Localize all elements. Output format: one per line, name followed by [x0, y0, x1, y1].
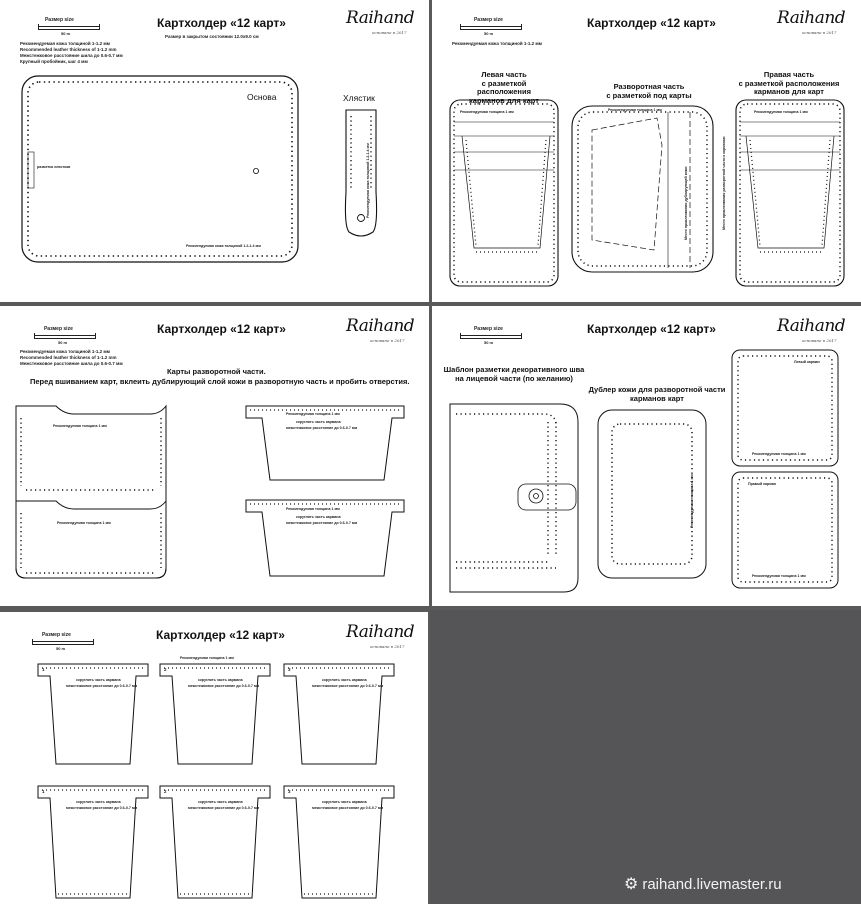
pocket-note: межстежковое расстояние до 0.6-0.7 мм — [312, 684, 384, 688]
thickness-note: Рекомендуемая толщина 1 мм — [754, 110, 808, 114]
pattern-drawing — [432, 306, 861, 606]
pocket-note: межстежковое расстояние до 0.6-0.7 мм — [312, 806, 384, 810]
pocket-note: межстежковое расстояние до 0.6-0.7 мм — [66, 806, 138, 810]
page-title: Картхолдер «12 карт» — [156, 628, 285, 642]
button-icon — [529, 489, 543, 503]
button-hole-icon — [253, 168, 258, 173]
pocket-number: 2 — [164, 789, 167, 794]
logo: Raihand — [346, 316, 415, 336]
piece-label-osnova: Основа — [247, 92, 277, 102]
center-part-label: Разворотная часть с разметкой под карты — [606, 82, 692, 100]
pattern-drawing — [0, 612, 428, 904]
size-label: Размер size — [45, 17, 74, 23]
pocket-number: 3 — [288, 789, 291, 794]
thickness-note: Рекомендуемая толщина 1 мм — [180, 656, 234, 660]
center-vertical-note: Место приклеивания дублирующей кожи — [684, 166, 688, 240]
thickness-note: Рекомендуемая толщина 1 мм — [752, 452, 806, 456]
pocket-note: скруглить часть кармана — [76, 678, 121, 682]
pocket-note: межстежковое расстояние до 0.6-0.7 мм — [286, 521, 358, 525]
note-line: Межстежковое расстояние шила до 0.6-0.7 мм — [20, 361, 123, 366]
pattern-sheet-3 — [0, 306, 429, 606]
thickness-note: Рекомендуемая толщина 1 мм — [608, 108, 662, 112]
pocket-note: межстежковое расстояние до 0.6-0.7 мм — [286, 426, 358, 430]
size-value: 50 m — [484, 340, 494, 345]
logo-subtitle: основано в 2017 — [370, 644, 405, 649]
size-label: Размер size — [44, 326, 73, 332]
size-value: 50 m — [58, 340, 68, 345]
pocket-note: скруглить часть кармана — [322, 800, 367, 804]
size-label: Размер size — [474, 17, 503, 23]
left-part-label: Левая часть с разметкой расположения карманов для карт — [469, 70, 539, 105]
pocket-note: скруглить часть кармана — [296, 420, 341, 424]
right-vertical-note: Место приклеивания разворотной части к карманам — [722, 136, 726, 230]
section-subheading: Перед вшиванием карт, вклеить дублирующий слой кожи в разворотную часть и пробить отверстия. — [30, 377, 410, 386]
section-heading: Карты разворотной части. — [167, 367, 266, 376]
page-title: Картхолдер «12 карт» — [157, 16, 286, 30]
pocket-number: 2 — [164, 667, 167, 672]
logo: Raihand — [346, 622, 415, 642]
decor-template-label: Шаблон разметки декоративного шва на лицевой части (по желанию) — [443, 365, 585, 383]
thickness-note: Рекомендуемая толщина 1 мм — [286, 412, 340, 416]
site-url: raihand.livemaster.ru — [642, 876, 782, 893]
pattern-drawing — [0, 0, 429, 302]
pocket-note: скруглить часть кармана — [296, 515, 341, 519]
size-value: 50 m — [56, 646, 66, 651]
strap-piece — [345, 110, 376, 236]
left-pocket-label: Левый карман — [794, 360, 820, 364]
note-line: Recommended leather thickness of 1-1.2 mm — [20, 47, 117, 52]
doubler-label: Дублер кожи для разворотной части карманов карт — [588, 385, 726, 403]
pocket-note: межстежковое расстояние до 0.6-0.7 мм — [188, 806, 260, 810]
page-title: Картхолдер «12 карт» — [587, 322, 716, 336]
strap-mark-label: разметка хлястика — [37, 165, 71, 169]
pattern-sheet-5 — [0, 612, 428, 904]
strap-mark — [28, 152, 34, 188]
logo-subtitle: основано в 2017 — [370, 338, 405, 343]
pocket-note: скруглить часть кармана — [76, 800, 121, 804]
thickness-note: Рекомендуемая толщина 1 мм — [286, 507, 340, 511]
logo-subtitle: основано в 2017 — [802, 30, 837, 35]
pattern-sheet-1 — [0, 0, 429, 302]
size-value: 50 m — [484, 31, 494, 36]
logo: Raihand — [346, 8, 415, 28]
page-title: Картхолдер «12 карт» — [587, 16, 716, 30]
note-line: Рекомендуемая кожа толщиной 1-1.2 мм — [20, 41, 111, 46]
pocket-number: 1 — [42, 789, 45, 794]
size-label: Размер size — [42, 632, 71, 638]
pocket-note: межстежковое расстояние до 0.6-0.7 мм — [66, 684, 138, 688]
site-watermark[interactable] — [624, 874, 782, 894]
pattern-drawing — [432, 0, 861, 302]
thickness-note: Рекомендуемая толщина 1 мм — [752, 574, 806, 578]
pocket-number: 3 — [288, 667, 291, 672]
thickness-note: Рекомендуемая толщина 1 мм — [690, 474, 694, 528]
right-part-label: Правая часть с разметкой расположения карманов для карт — [738, 70, 840, 96]
pocket-note: скруглить часть кармана — [198, 678, 243, 682]
logo-subtitle: основано в 2017 — [372, 30, 407, 35]
pocket-number: 1 — [42, 667, 45, 672]
page-subtitle: Размер в закрытом состоянии 12.0x9.0 см — [165, 34, 259, 39]
thickness-note: Рекомендуемая толщина 1 мм — [53, 424, 107, 428]
strap-note: Рекомендуемая кожа толщиной 1.2-1.4 мм — [366, 143, 370, 218]
note-line: Рекомендуемая кожа толщиной 1-1.2 мм — [452, 41, 543, 46]
pattern-drawing — [0, 306, 429, 606]
strap-hole-icon — [358, 215, 365, 222]
pattern-sheet-2 — [432, 0, 861, 302]
piece-label-hlyastik: Хлястик — [343, 93, 375, 103]
page-title: Картхолдер «12 карт» — [157, 322, 286, 336]
pocket-note: скруглить часть кармана — [198, 800, 243, 804]
note-line: Recommended leather thickness of 1-1.2 mm — [20, 355, 117, 360]
logo: Raihand — [777, 8, 846, 28]
logo-subtitle: основано в 2017 — [802, 338, 837, 343]
note-line: Рекомендуемая кожа толщиной 1-1.2 мм — [20, 349, 111, 354]
note-line: Межстежковое расстояние шила до 0.6-0.7 мм — [20, 53, 123, 58]
thickness-note: Рекомендуемая толщина 1 мм — [460, 110, 514, 114]
thickness-note: Рекомендуемая толщина 1 мм — [57, 521, 111, 525]
right-pocket-label: Правый карман — [748, 482, 776, 486]
logo: Raihand — [777, 316, 846, 336]
size-label: Размер size — [474, 326, 503, 332]
note-line: Крупный пробойник, шаг 4 мм — [20, 59, 88, 64]
empty-area — [430, 610, 861, 904]
pocket-note: межстежковое расстояние до 0.6-0.7 мм — [188, 684, 260, 688]
bottom-note: Рекомендуемая кожа толщиной 1.2-1.4 мм — [186, 244, 261, 248]
pocket-note: скруглить часть кармана — [322, 678, 367, 682]
gear-icon: ⚙ — [624, 876, 639, 893]
pattern-sheet-4 — [432, 306, 861, 606]
size-value: 50 m — [61, 31, 71, 36]
